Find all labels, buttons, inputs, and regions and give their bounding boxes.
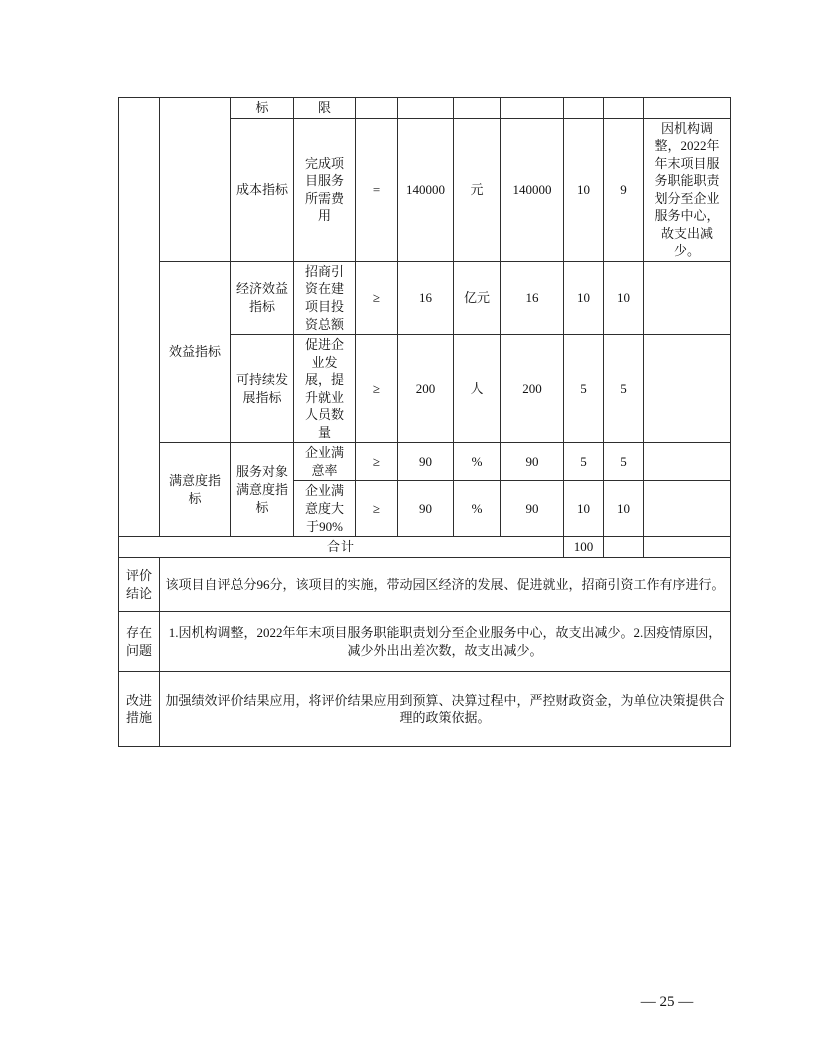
sustainable-level2-cell: 可持续发展指标 bbox=[231, 335, 294, 443]
benefit-group-cell: 效益指标 bbox=[160, 261, 231, 442]
conclusion-row bbox=[119, 558, 731, 612]
conclusion-label-cell: 评价结论 bbox=[119, 558, 160, 612]
cost-unit-cell: 元 bbox=[454, 118, 501, 261]
cost-selfscore-cell: 9 bbox=[604, 118, 644, 261]
improvements-row bbox=[119, 672, 731, 747]
sustainable-relation-cell: ≥ bbox=[356, 335, 398, 443]
carryover-level2-cell: 标 bbox=[231, 98, 294, 119]
economic-actual-cell: 16 bbox=[501, 261, 564, 334]
carryover-row bbox=[119, 98, 731, 119]
total-remark-cell bbox=[644, 537, 731, 558]
satdegree-score-cell: 10 bbox=[564, 481, 604, 537]
total-row bbox=[119, 537, 731, 558]
satrate-relation-cell: ≥ bbox=[356, 443, 398, 481]
satrate-unit-cell: % bbox=[454, 443, 501, 481]
satrate-target-cell: 90 bbox=[398, 443, 454, 481]
satrate-score-cell: 5 bbox=[564, 443, 604, 481]
sustainable-target-cell: 200 bbox=[398, 335, 454, 443]
satisfaction-rate-row bbox=[119, 443, 731, 481]
satisfaction-sub-cell: 服务对象满意度指标 bbox=[231, 443, 294, 537]
carryover-level3-cell: 限 bbox=[294, 98, 356, 119]
economic-indicator-row bbox=[119, 261, 731, 334]
satdegree-level3-cell: 企业满意度大于90% bbox=[294, 481, 356, 537]
page-number: — 25 — bbox=[640, 994, 694, 1010]
carryover-unit-cell bbox=[454, 98, 501, 119]
cost-actual-cell: 140000 bbox=[501, 118, 564, 261]
economic-level3-cell: 招商引资在建项目投资总额 bbox=[294, 261, 356, 334]
satisfaction-group-cell: 满意度指标 bbox=[160, 443, 231, 537]
problems-content-cell: 1.因机构调整，2022年年末项目服务职能职责划分至企业服务中心，故支出减少。2.因疫情原因，减少外出出差次数，故支出减少。 bbox=[160, 612, 731, 672]
cost-level2-cell: 成本指标 bbox=[231, 118, 294, 261]
satdegree-target-cell: 90 bbox=[398, 481, 454, 537]
cost-level3-cell: 完成项目服务所需费用 bbox=[294, 118, 356, 261]
performance-evaluation-table bbox=[118, 97, 731, 747]
economic-target-cell: 16 bbox=[398, 261, 454, 334]
satdegree-actual-cell: 90 bbox=[501, 481, 564, 537]
total-selfscore-cell bbox=[604, 537, 644, 558]
satrate-level3-cell: 企业满意率 bbox=[294, 443, 356, 481]
category-col-empty-cell bbox=[119, 98, 160, 537]
sustainable-unit-cell: 人 bbox=[454, 335, 501, 443]
economic-relation-cell: ≥ bbox=[356, 261, 398, 334]
satrate-selfscore-cell: 5 bbox=[604, 443, 644, 481]
satrate-actual-cell: 90 bbox=[501, 443, 564, 481]
improvements-label-cell: 改进措施 bbox=[119, 672, 160, 747]
carryover-actual-cell bbox=[501, 98, 564, 119]
economic-score-cell: 10 bbox=[564, 261, 604, 334]
satdegree-remark-cell bbox=[644, 481, 731, 537]
cost-remark-cell: 因机构调整，2022年年末项目服务职能职责划分至企业服务中心，故支出减少。 bbox=[644, 118, 731, 261]
problems-row bbox=[119, 612, 731, 672]
carryover-relation-cell bbox=[356, 98, 398, 119]
total-score-cell: 100 bbox=[564, 537, 604, 558]
group-col-empty-cell bbox=[160, 98, 231, 262]
economic-unit-cell: 亿元 bbox=[454, 261, 501, 334]
improvements-content-cell: 加强绩效评价结果应用，将评价结果应用到预算、决算过程中，严控财政资金，为单位决策提供合理的政策依据。 bbox=[160, 672, 731, 747]
sustainable-remark-cell bbox=[644, 335, 731, 443]
economic-remark-cell bbox=[644, 261, 731, 334]
cost-score-cell: 10 bbox=[564, 118, 604, 261]
cost-target-cell: 140000 bbox=[398, 118, 454, 261]
sustainable-selfscore-cell: 5 bbox=[604, 335, 644, 443]
economic-selfscore-cell: 10 bbox=[604, 261, 644, 334]
conclusion-content-cell: 该项目自评总分96分，该项目的实施，带动园区经济的发展、促进就业，招商引资工作有序进行。 bbox=[160, 558, 731, 612]
sustainable-level3-cell: 促进企业发展，提升就业人员数量 bbox=[294, 335, 356, 443]
cost-relation-cell: = bbox=[356, 118, 398, 261]
satrate-remark-cell bbox=[644, 443, 731, 481]
carryover-score-cell bbox=[564, 98, 604, 119]
total-label-cell: 合计 bbox=[119, 537, 564, 558]
satdegree-unit-cell: % bbox=[454, 481, 501, 537]
satdegree-selfscore-cell: 10 bbox=[604, 481, 644, 537]
sustainable-actual-cell: 200 bbox=[501, 335, 564, 443]
satdegree-relation-cell: ≥ bbox=[356, 481, 398, 537]
sustainable-score-cell: 5 bbox=[564, 335, 604, 443]
carryover-remark-cell bbox=[644, 98, 731, 119]
economic-level2-cell: 经济效益指标 bbox=[231, 261, 294, 334]
carryover-target-cell bbox=[398, 98, 454, 119]
carryover-selfscore-cell bbox=[604, 98, 644, 119]
problems-label-cell: 存在问题 bbox=[119, 612, 160, 672]
